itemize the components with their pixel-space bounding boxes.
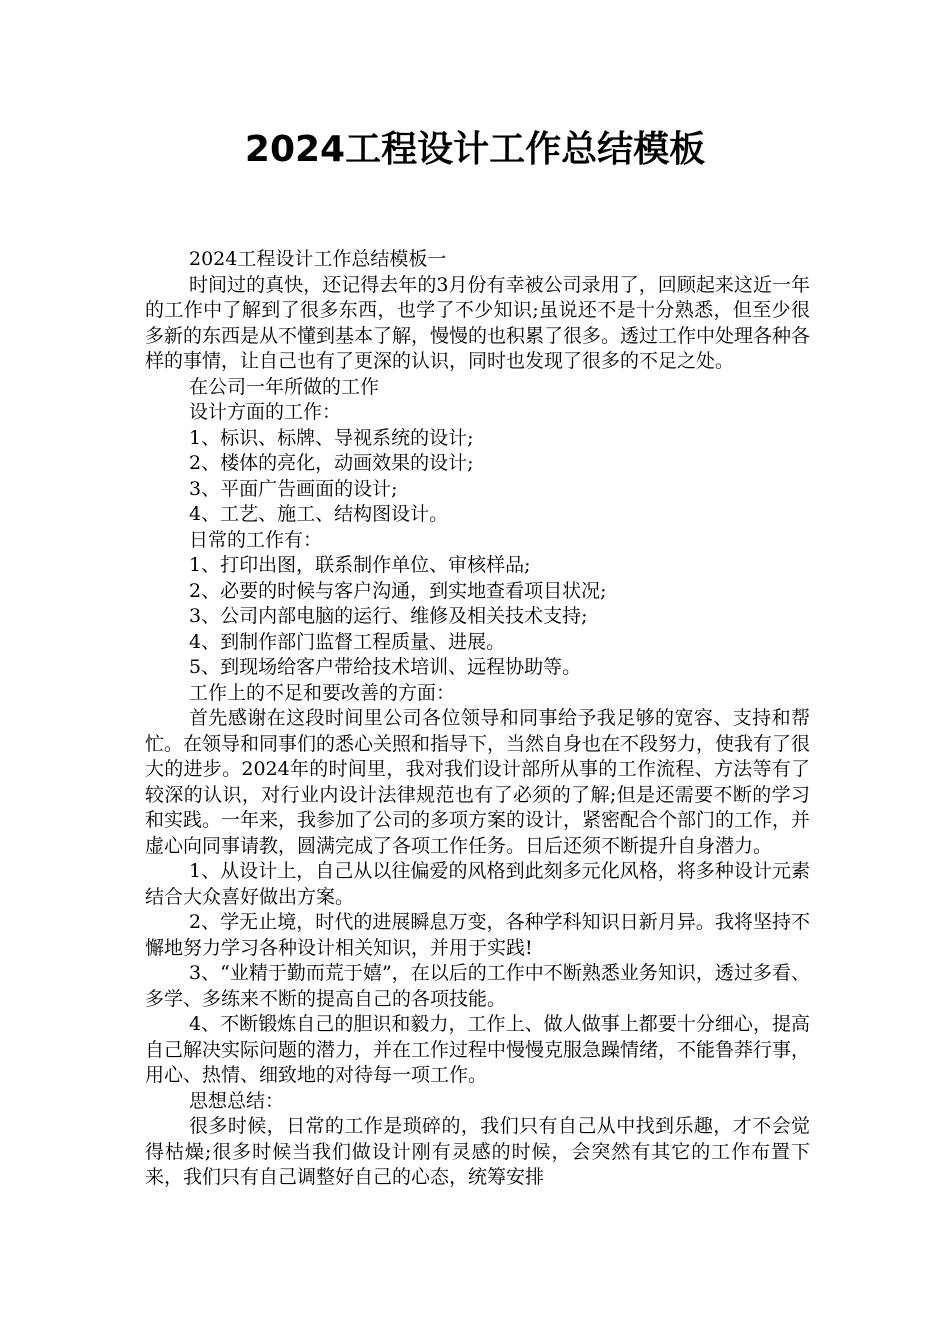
list-item: 1、打印出图，联系制作单位、审核样品; xyxy=(189,554,531,576)
intro-paragraph: 时间过的真快，还记得去年的3月份有幸被公司录用了，回顾起来这近一年的工作中了解到了很多东西，也学了不少知识;虽说还不是十分熟悉，但至少很多新的东西是从不懂到基本了解，慢慢的也积累了很多。透过工作中处理各种各样的事情，让自己也有了更深的认识，同时也发现了很多的不足之处。 xyxy=(145,273,811,372)
body-paragraph: 首先感谢在这段时间里公司各位领导和同事给予我足够的宽容、支持和帮忙。在领导和同事们的悉心关照和指导下，当然自身也在不段努力，使我有了很大的进步。2024年的时间里，我对我们设计部所从事的工作流程、方法等有了较深的认识，对行业内设计法律规范也有了必须的了解;但是还需要不断的学习和实践。一年来，我参加了公司的多项方案的设计，紧密配合个部门的工作，并虚心向同事请教，圆满完成了各项工作任务。日后还须不断提升自身潜力。 xyxy=(145,707,811,857)
subheading-year-work: 在公司一年所做的工作 xyxy=(189,375,380,398)
section-heading: 2024工程设计工作总结模板一 xyxy=(189,248,447,270)
subheading-daily-work: 日常的工作有： xyxy=(189,528,323,551)
document-body xyxy=(145,247,810,1191)
document-title: 2024工程设计工作总结模板 xyxy=(244,129,706,170)
list-item: 3、平面广告画面的设计; xyxy=(189,477,398,500)
list-item: 3、“业精于勤而荒于嬉”，在以后的工作中不断熟悉业务知识，透过多看、多学、多练来不断的提高自己的各项技能。 xyxy=(145,962,810,1010)
subheading-shortcomings: 工作上的不足和要改善的方面： xyxy=(189,681,456,704)
list-item: 3、公司内部电脑的运行、维修及相关技术支持; xyxy=(189,605,588,627)
list-item: 1、从设计上，自己从以往偏爱的风格到此刻多元化风格，将多种设计元素结合大众喜好做出方案。 xyxy=(145,860,810,908)
body-paragraph: 很多时候，日常的工作是琐碎的，我们只有自己从中找到乐趣，才不会觉得枯燥;很多时候当我们做设计刚有灵感的时候，会突然有其它的工作布置下来，我们只有自己调整好自己的心态，统筹安排 xyxy=(145,1115,810,1188)
list-item: 5、到现场给客户带给技术培训、远程协助等。 xyxy=(189,656,582,678)
subheading-design-work: 设计方面的工作： xyxy=(189,401,342,423)
list-item: 4、到制作部门监督工程质量、进展。 xyxy=(189,630,506,653)
subheading-thoughts: 思想总结： xyxy=(189,1089,285,1112)
list-item: 2、学无止境，时代的进展瞬息万变，各种学科知识日新月异。我将坚持不懈地努力学习各种设计相关知识，并用于实践! xyxy=(145,911,810,959)
list-item: 4、工艺、施工、结构图设计。 xyxy=(189,503,449,525)
list-item: 4、不断锻炼自己的胆识和毅力，工作上、做人做事上都要十分细心，提高自己解决实际问题的潜力，并在工作过程中慢慢克服急躁情绪，不能鲁莽行事，用心、热情、细致地的对待每一项工作。 xyxy=(145,1013,811,1086)
list-item: 2、必要的时候与客户沟通，到实地查看项目状况; xyxy=(189,579,607,602)
list-item: 2、楼体的亮化，动画效果的设计; xyxy=(189,452,474,474)
list-item: 1、标识、标牌、导视系统的设计; xyxy=(189,426,474,449)
